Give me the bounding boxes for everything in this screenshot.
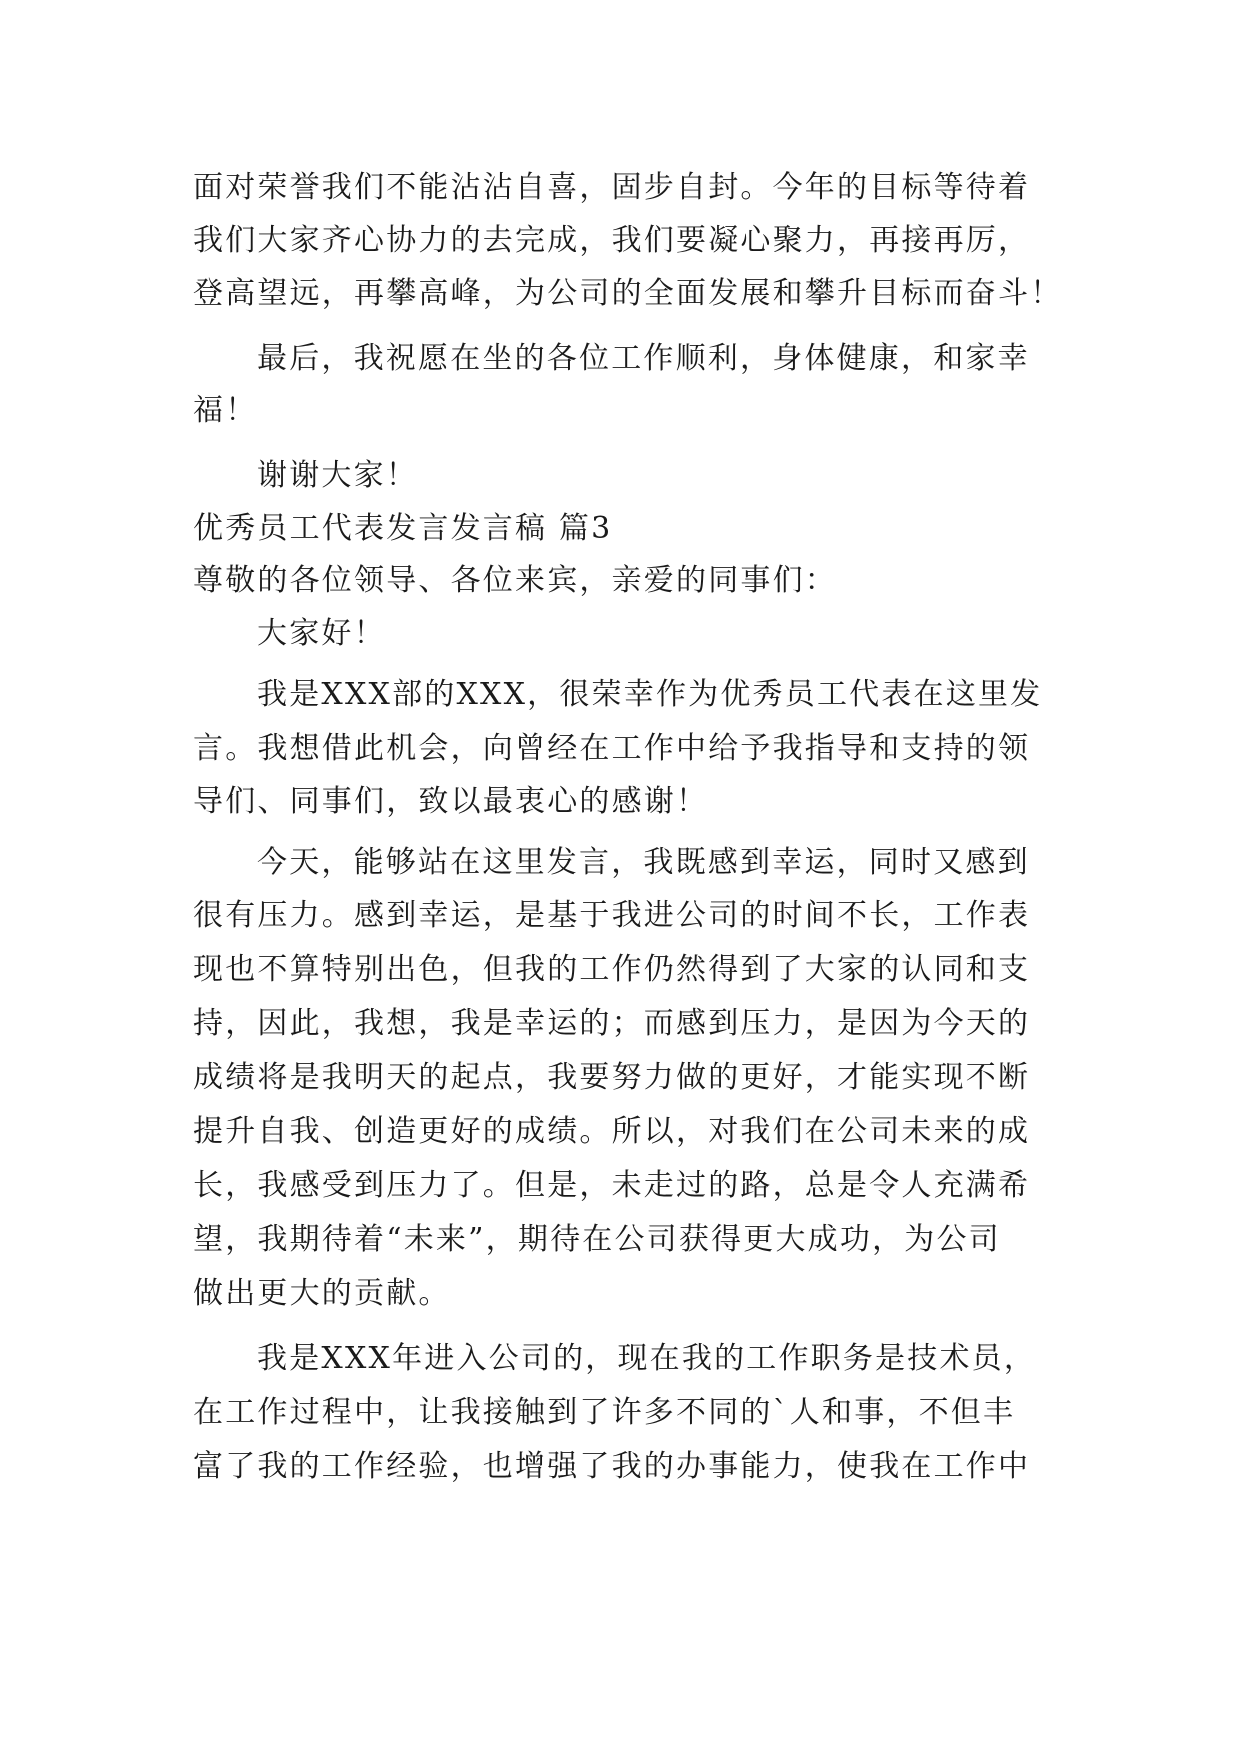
body-text-line: 长，我感受到压力了。但是，未走过的路，总是令人充满希 bbox=[193, 1168, 1031, 1203]
body-text-line: 很有压力。感到幸运，是基于我进公司的时间不长，工作表 bbox=[193, 898, 1031, 933]
section-heading: 优秀员工代表发言发言稿 篇3 bbox=[193, 511, 613, 546]
body-text-line: 在工作过程中，让我接触到了许多不同的`人和事，不但丰 bbox=[193, 1395, 1016, 1430]
greeting: 大家好！ bbox=[257, 616, 386, 651]
body-text-line: 我是XXX年进入公司的，现在我的工作职务是技术员， bbox=[257, 1341, 1037, 1376]
body-text-line: 我是XXX部的XXX，很荣幸作为优秀员工代表在这里发 bbox=[257, 677, 1043, 712]
body-text-line: 做出更大的贡献。 bbox=[193, 1276, 451, 1311]
body-text-line: 成绩将是我明天的起点，我要努力做的更好，才能实现不断 bbox=[193, 1060, 1031, 1095]
body-text-line: 导们、同事们，致以最衷心的感谢！ bbox=[193, 784, 709, 819]
body-text-line: 现也不算特别出色，但我的工作仍然得到了大家的认同和支 bbox=[193, 952, 1031, 987]
body-text-line: 福！ bbox=[193, 393, 258, 428]
body-text-line: 我们大家齐心协力的去完成，我们要凝心聚力，再接再厉， bbox=[193, 223, 1031, 258]
body-text-line: 今天，能够站在这里发言，我既感到幸运，同时又感到 bbox=[257, 845, 1030, 880]
body-text-line: 提升自我、创造更好的成绩。所以，对我们在公司未来的成 bbox=[193, 1114, 1031, 1149]
body-text-line: 持，因此，我想，我是幸运的；而感到压力，是因为今天的 bbox=[193, 1006, 1031, 1041]
body-text-line: 言。我想借此机会，向曾经在工作中给予我指导和支持的领 bbox=[193, 731, 1031, 766]
body-text-line: 最后，我祝愿在坐的各位工作顺利，身体健康，和家幸 bbox=[257, 341, 1030, 376]
salutation: 尊敬的各位领导、各位来宾，亲爱的同事们： bbox=[193, 563, 837, 598]
body-text-line: 面对荣誉我们不能沾沾自喜，固步自封。今年的目标等待着 bbox=[193, 170, 1031, 205]
body-text-line: 望，我期待着“未来”，期待在公司获得更大成功，为公司 bbox=[193, 1222, 1001, 1257]
body-text-line: 富了我的工作经验，也增强了我的办事能力，使我在工作中 bbox=[193, 1449, 1031, 1484]
body-text-line: 登高望远，再攀高峰，为公司的全面发展和攀升目标而奋斗！ bbox=[193, 276, 1063, 311]
closing-thanks: 谢谢大家！ bbox=[257, 458, 418, 493]
